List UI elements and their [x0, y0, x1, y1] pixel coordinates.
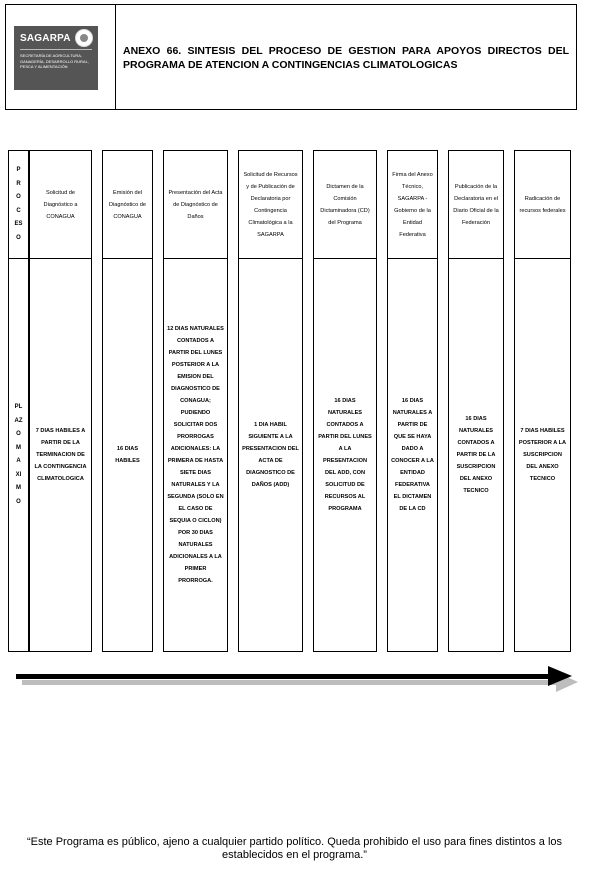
plazo-cell: 1 DIA HABIL SIGUIENTE A LA PRESENTACION DEL ACTA DE DIAGNOSTICO DE DAÑOS (ADD): [242, 422, 299, 488]
proceso-cell: Emisión del Diagnóstico de CONAGUA: [108, 189, 146, 220]
sagarpa-logo: [14, 26, 98, 90]
proceso-cell: Firma del Anexo Técnico, SAGARPA - Gobierno de la Entidad Federativa: [392, 171, 433, 238]
proceso-cell: Solicitud de Diagnóstico a CONAGUA: [43, 189, 78, 220]
plazo-cell: 7 DIAS HABILES POSTERIOR A LA SUSCRIPCION DEL ANEXO TECNICO: [518, 428, 567, 482]
logo-cell: [6, 5, 116, 109]
legal-footer: “Este Programa es público, ajeno a cualquier partido político. Queda prohibido el uso para fines distintos a los establecidos en el programa.”: [26, 836, 563, 861]
plazo-cell: 16 DIAS NATURALES CONTADOS A PARTIR DE LA SUSCRIPCION DEL ANEXO TECNICO: [456, 416, 496, 494]
document-title: ANEXO 66. SINTESIS DEL PROCESO DE GESTION PARA APOYOS DIRECTOS DEL PROGRAMA DE ATENCION A CONTINGENCIAS CLIMATOLOGICAS: [123, 45, 569, 71]
plazo-cell: 7 DIAS HABILES A PARTIR DE LA TERMINACION DE LA CONTINGENCIA CLIMATOLOGICA: [34, 428, 87, 482]
process-column-8: [514, 150, 571, 652]
proceso-cell: Presentación del Acta de Diagnóstico de Daños: [168, 189, 223, 220]
process-column-1: [29, 150, 92, 652]
plazo-cell: 16 DIAS NATURALES CONTADOS A PARTIR DEL LUNES A LA PRESENTACION DEL ADD, CON SOLICITUD DE RECURSOS AL PROGRAMA: [318, 398, 372, 512]
process-column-4: [238, 150, 303, 652]
row-label-proceso: PROCESO: [14, 167, 23, 241]
plazo-cell: 16 DIAS HABILES: [115, 446, 140, 464]
process-column-6: [387, 150, 438, 652]
row-label-column: [8, 150, 29, 652]
process-column-5: [313, 150, 377, 652]
mexico-seal-icon: [75, 29, 93, 47]
process-column-7: [448, 150, 504, 652]
logo-subtitle: SECRETARÍA DE AGRICULTURA, GANADERÍA, DESARROLLO RURAL, PESCA Y ALIMENTACIÓN: [20, 53, 89, 69]
process-column-2: [102, 150, 153, 652]
logo-brand: SAGARPA: [20, 33, 71, 44]
plazo-cell: 12 DIAS NATURALES CONTADOS A PARTIR DEL LUNES POSTERIOR A LA EMISION DEL DIAGNOSTICO DE CONAGUA; PUDIENDO SOLICITAR DOS PRORROGAS ADICIONALES: LA PRIMERA DE HASTA SIETE DIAS NATURALES Y LA SEGUNDA (SOLO EN EL CASO DE SEQUIA O CICLON) POR 30 DIAS NATURALES ADICIONALES A LA PRIMER PRORROGA.: [167, 326, 224, 584]
proceso-cell: Publicación de la Declaratoria en el Diario Oficial de la Federación: [453, 183, 499, 226]
proceso-cell: Radicación de recursos federales: [519, 195, 566, 214]
timeline-arrow-icon: [16, 664, 582, 694]
row-label-plazo: PLAZO MAXIMO: [14, 404, 23, 505]
process-column-3: [163, 150, 228, 652]
proceso-cell: Solicitud de Recursos y de Publicación de Declaratoria por Contingencia Climatológica a la SAGARPA: [243, 171, 298, 238]
plazo-cell: 16 DIAS NATURALES A PARTIR DE QUE SE HAYA DADO A CONOCER A LA ENTIDAD FEDERATIVA EL DICTAMEN DE LA CD: [391, 398, 434, 512]
header-box: [5, 4, 577, 110]
logo-divider: [20, 49, 92, 50]
proceso-cell: Dictamen de la Comisión Dictaminadora (CD) del Programa: [320, 183, 370, 226]
